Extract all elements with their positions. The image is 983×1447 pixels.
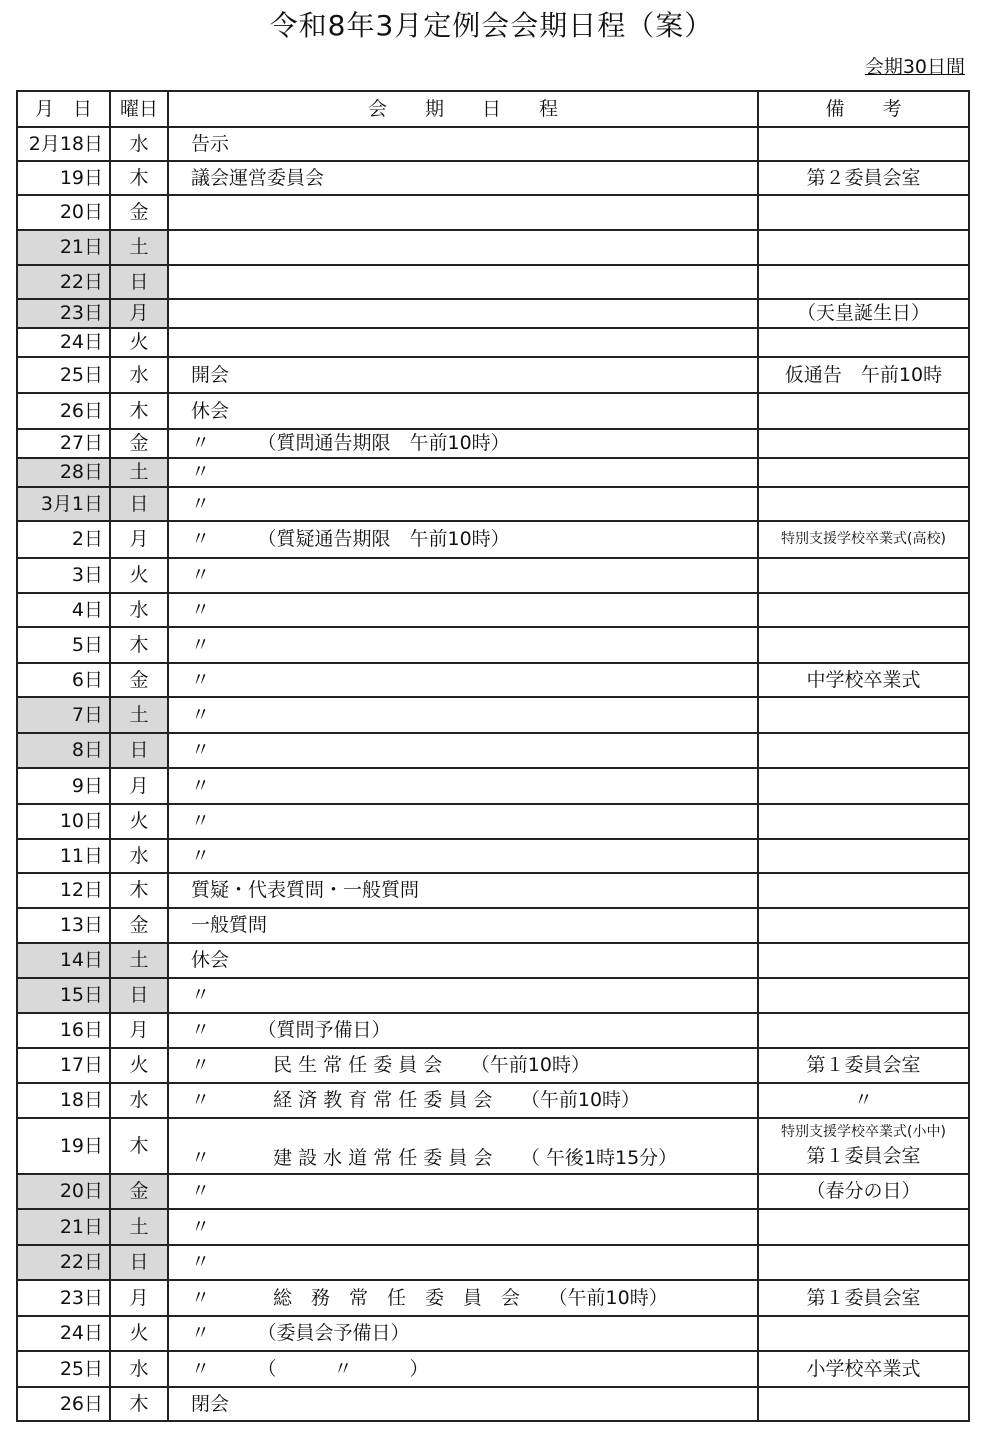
cell-dow: 土 [110,1209,168,1245]
cell-date: 3月1日 [17,487,110,521]
cell-schedule: 〃 経 済 教 育 常 任 委 員 会 （午前10時） [168,1083,758,1118]
cell-date: 22日 [17,265,110,299]
cell-notes: （天皇誕生日） [758,299,969,328]
cell-dow: 日 [110,487,168,521]
table-row [17,458,969,487]
cell-dow: 火 [110,1316,168,1351]
cell-notes [758,593,969,627]
cell-date: 4日 [17,593,110,627]
cell-date: 22日 [17,1245,110,1280]
note-line: 特別支援学校卒業式(小中) [781,1123,946,1140]
cell-schedule: 〃 （質問予備日） [168,1013,758,1048]
cell-date: 26日 [17,393,110,429]
table-row [17,908,969,943]
cell-dow: 土 [110,697,168,733]
cell-dow: 火 [110,804,168,839]
cell-notes [758,458,969,487]
cell-dow: 木 [110,1118,168,1174]
cell-date: 6日 [17,663,110,697]
cell-notes [758,697,969,733]
table-row [17,593,969,627]
cell-schedule: 〃 [168,663,758,697]
cell-notes: 小学校卒業式 [758,1351,969,1387]
table-row [17,873,969,908]
table-row [17,328,969,357]
schedule-table [16,90,970,1422]
cell-schedule: 〃 [168,1209,758,1245]
cell-schedule: 〃 民 生 常 任 委 員 会 （午前10時） [168,1048,758,1083]
cell-notes [758,127,969,161]
cell-notes: （春分の日） [758,1174,969,1209]
cell-schedule [168,195,758,230]
table-row [17,733,969,768]
cell-schedule: 〃 [168,768,758,804]
cell-dow: 日 [110,733,168,768]
cell-dow: 木 [110,627,168,663]
cell-dow: 月 [110,768,168,804]
table-row [17,558,969,593]
table-row [17,1245,969,1280]
cell-schedule: 〃 [168,1245,758,1280]
header-date: 月 日 [17,91,110,127]
cell-date: 2月18日 [17,127,110,161]
table-row [17,393,969,429]
cell-notes: 〃 [758,1083,969,1118]
cell-date: 16日 [17,1013,110,1048]
cell-dow: 水 [110,357,168,393]
cell-dow: 日 [110,978,168,1013]
table-row [17,230,969,265]
cell-date: 24日 [17,328,110,357]
cell-schedule: 〃 （委員会予備日） [168,1316,758,1351]
table-row [17,265,969,299]
cell-schedule: 〃 [168,1174,758,1209]
cell-date: 25日 [17,1351,110,1387]
table-row [17,1209,969,1245]
cell-dow: 土 [110,230,168,265]
cell-schedule [168,230,758,265]
cell-schedule: 〃 （質疑通告期限 午前10時） [168,521,758,558]
cell-dow: 月 [110,1013,168,1048]
table-row [17,1083,969,1118]
cell-notes [758,1118,969,1174]
table-row [17,1387,969,1421]
cell-dow: 月 [110,299,168,328]
cell-schedule: 一般質問 [168,908,758,943]
cell-date: 11日 [17,839,110,873]
cell-schedule: 閉会 [168,1387,758,1421]
cell-notes [758,195,969,230]
cell-date: 12日 [17,873,110,908]
cell-date: 24日 [17,1316,110,1351]
cell-schedule: 〃 [168,593,758,627]
table-row [17,299,969,328]
cell-dow: 火 [110,558,168,593]
table-row [17,804,969,839]
cell-dow: 水 [110,839,168,873]
cell-dow: 月 [110,521,168,558]
cell-notes: 第１委員会室 [758,1048,969,1083]
cell-date: 18日 [17,1083,110,1118]
cell-schedule: 休会 [168,943,758,978]
cell-schedule: 告示 [168,127,758,161]
cell-notes: 第１委員会室 [758,1280,969,1316]
cell-schedule [168,299,758,328]
cell-date: 19日 [17,161,110,195]
table-row [17,1048,969,1083]
table-row [17,697,969,733]
table-row [17,1013,969,1048]
cell-notes: 第２委員会室 [758,161,969,195]
cell-date: 2日 [17,521,110,558]
table-row [17,1316,969,1351]
cell-notes [758,328,969,357]
cell-dow: 日 [110,265,168,299]
cell-notes [758,265,969,299]
cell-date: 14日 [17,943,110,978]
cell-schedule: 開会 [168,357,758,393]
cell-dow: 月 [110,1280,168,1316]
cell-dow: 金 [110,1174,168,1209]
cell-date: 10日 [17,804,110,839]
cell-notes [758,943,969,978]
cell-notes [758,1387,969,1421]
cell-schedule: 〃 [168,558,758,593]
table-row [17,1174,969,1209]
cell-schedule: 〃 （質問通告期限 午前10時） [168,429,758,458]
cell-date: 21日 [17,1209,110,1245]
cell-schedule: 〃 [168,978,758,1013]
cell-dow: 木 [110,393,168,429]
table-row [17,429,969,458]
cell-dow: 火 [110,1048,168,1083]
cell-dow: 水 [110,1083,168,1118]
cell-notes [758,1013,969,1048]
table-row [17,127,969,161]
cell-date: 25日 [17,357,110,393]
session-length: 会期30日間 [864,56,965,78]
cell-dow: 木 [110,1387,168,1421]
cell-schedule: 〃 総 務 常 任 委 員 会 （午前10時） [168,1280,758,1316]
cell-dow: 水 [110,593,168,627]
cell-date: 13日 [17,908,110,943]
cell-schedule: 〃 [168,804,758,839]
cell-schedule: 〃 [168,697,758,733]
cell-notes [758,908,969,943]
table-row [17,768,969,804]
cell-date: 5日 [17,627,110,663]
cell-dow: 火 [110,328,168,357]
cell-schedule: 〃 [168,487,758,521]
cell-notes [758,1316,969,1351]
cell-notes: 中学校卒業式 [758,663,969,697]
cell-date: 23日 [17,299,110,328]
table-row [17,943,969,978]
header-row [17,91,969,127]
table-row [17,161,969,195]
cell-schedule: 〃 [168,627,758,663]
table-row [17,663,969,697]
cell-date: 17日 [17,1048,110,1083]
cell-date: 3日 [17,558,110,593]
cell-schedule: 〃 （ 〃 ） [168,1351,758,1387]
cell-date: 20日 [17,1174,110,1209]
cell-notes [758,558,969,593]
cell-date: 7日 [17,697,110,733]
cell-schedule: 〃 建 設 水 道 常 任 委 員 会 （ 午後1時15分） [168,1118,758,1174]
cell-date: 28日 [17,458,110,487]
cell-date: 19日 [17,1118,110,1174]
cell-notes: 仮通告 午前10時 [758,357,969,393]
cell-notes [758,1245,969,1280]
table-row [17,627,969,663]
table-row [17,1351,969,1387]
cell-schedule: 質疑・代表質問・一般質問 [168,873,758,908]
cell-dow: 水 [110,127,168,161]
table-row [17,1118,969,1174]
cell-schedule: 〃 [168,458,758,487]
cell-dow: 木 [110,873,168,908]
cell-date: 9日 [17,768,110,804]
table-row [17,1280,969,1316]
cell-notes: 特別支援学校卒業式(高校) [758,521,969,558]
cell-notes [758,978,969,1013]
cell-notes [758,627,969,663]
table-row [17,521,969,558]
cell-notes [758,804,969,839]
cell-schedule [168,265,758,299]
cell-dow: 日 [110,1245,168,1280]
table-row [17,487,969,521]
cell-notes [758,393,969,429]
cell-dow: 金 [110,663,168,697]
cell-dow: 土 [110,458,168,487]
table-row [17,978,969,1013]
cell-notes [758,429,969,458]
cell-notes [758,873,969,908]
table-row [17,195,969,230]
cell-dow: 金 [110,429,168,458]
cell-notes [758,230,969,265]
cell-date: 21日 [17,230,110,265]
note-line: 第１委員会室 [806,1145,921,1168]
cell-notes [758,1209,969,1245]
cell-notes [758,839,969,873]
cell-date: 26日 [17,1387,110,1421]
cell-date: 23日 [17,1280,110,1316]
page-title: 令和8年3月定例会会期日程（案） [269,9,714,42]
cell-date: 8日 [17,733,110,768]
cell-schedule [168,328,758,357]
cell-dow: 水 [110,1351,168,1387]
cell-notes [758,768,969,804]
table-row [17,839,969,873]
cell-dow: 金 [110,908,168,943]
cell-dow: 土 [110,943,168,978]
cell-date: 20日 [17,195,110,230]
header-notes: 備 考 [758,91,969,127]
cell-schedule: 休会 [168,393,758,429]
cell-date: 27日 [17,429,110,458]
cell-schedule: 〃 [168,839,758,873]
cell-date: 15日 [17,978,110,1013]
cell-notes [758,487,969,521]
cell-dow: 木 [110,161,168,195]
cell-dow: 金 [110,195,168,230]
cell-notes [758,733,969,768]
cell-schedule: 議会運営委員会 [168,161,758,195]
header-dow: 曜日 [110,91,168,127]
table-row [17,357,969,393]
cell-schedule: 〃 [168,733,758,768]
header-schedule: 会 期 日 程 [168,91,758,127]
